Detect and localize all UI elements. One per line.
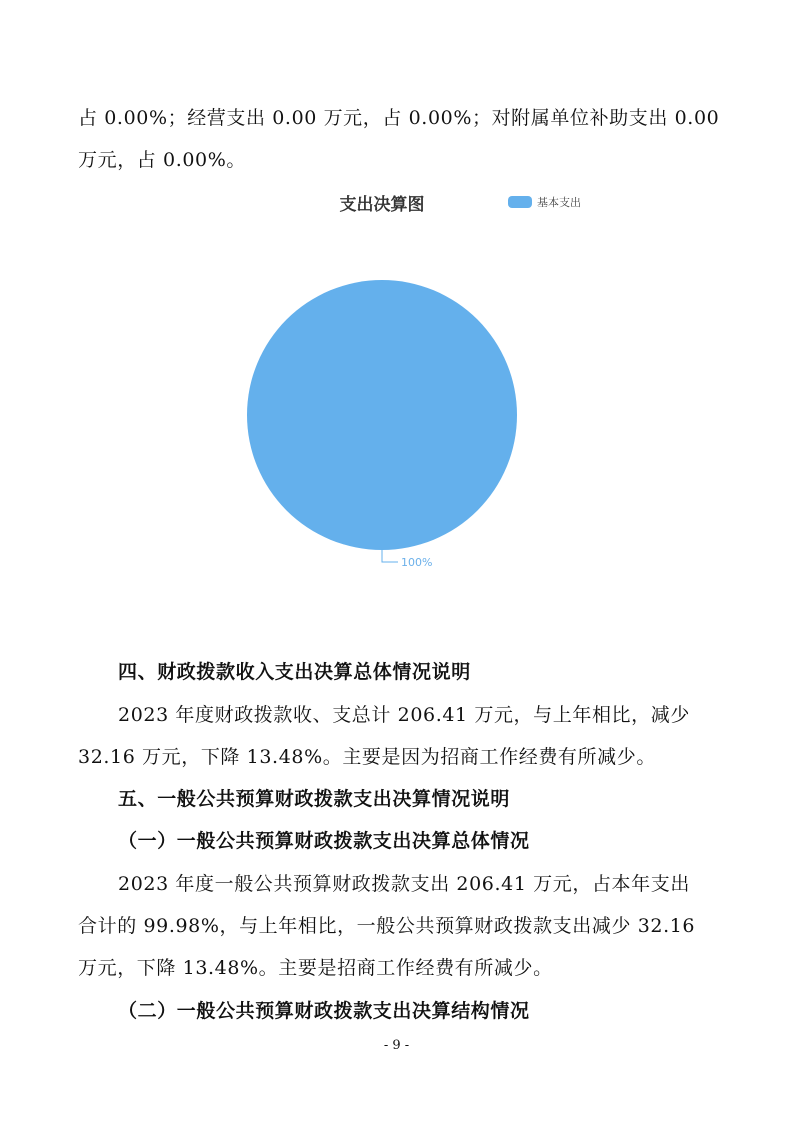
paragraph-line: 2023 年度财政拨款收、支总计 206.41 万元，与上年相比，减少 xyxy=(118,704,690,726)
slice-leader-line xyxy=(382,550,398,562)
slice-data-label: 100% xyxy=(401,556,433,569)
expenditure-chart xyxy=(0,180,793,600)
paragraph-line: 万元，占 0.00%。 xyxy=(78,149,246,171)
chart-legend xyxy=(508,195,581,209)
pie-slices xyxy=(247,280,517,569)
subsection-heading: （二）一般公共预算财政拨款支出决算结构情况 xyxy=(118,1000,530,1022)
paragraph-line: 万元，下降 13.48%。主要是招商工作经费有所减少。 xyxy=(78,957,553,979)
legend-swatch xyxy=(508,196,532,208)
page-number: - 9 - xyxy=(383,1038,410,1053)
section-heading: 四、财政拨款收入支出决算总体情况说明 xyxy=(118,661,471,683)
subsection-heading: （一）一般公共预算财政拨款支出决算总体情况 xyxy=(118,830,530,852)
legend-label: 基本支出 xyxy=(537,196,581,209)
paragraph-line: 32.16 万元，下降 13.48%。主要是因为招商工作经费有所减少。 xyxy=(78,746,656,768)
chart-title: 支出决算图 xyxy=(339,195,425,215)
paragraph-line: 合计的 99.98%，与上年相比，一般公共预算财政拨款支出减少 32.16 xyxy=(78,915,696,937)
section-heading: 五、一般公共预算财政拨款支出决算情况说明 xyxy=(118,788,511,810)
pie-chart-svg xyxy=(0,180,793,600)
paragraph-line: 2023 年度一般公共预算财政拨款支出 206.41 万元，占本年支出 xyxy=(118,873,690,895)
pie-slice xyxy=(247,280,517,550)
paragraph-line: 占 0.00%；经营支出 0.00 万元，占 0.00%；对附属单位补助支出 0.00 xyxy=(78,107,720,129)
